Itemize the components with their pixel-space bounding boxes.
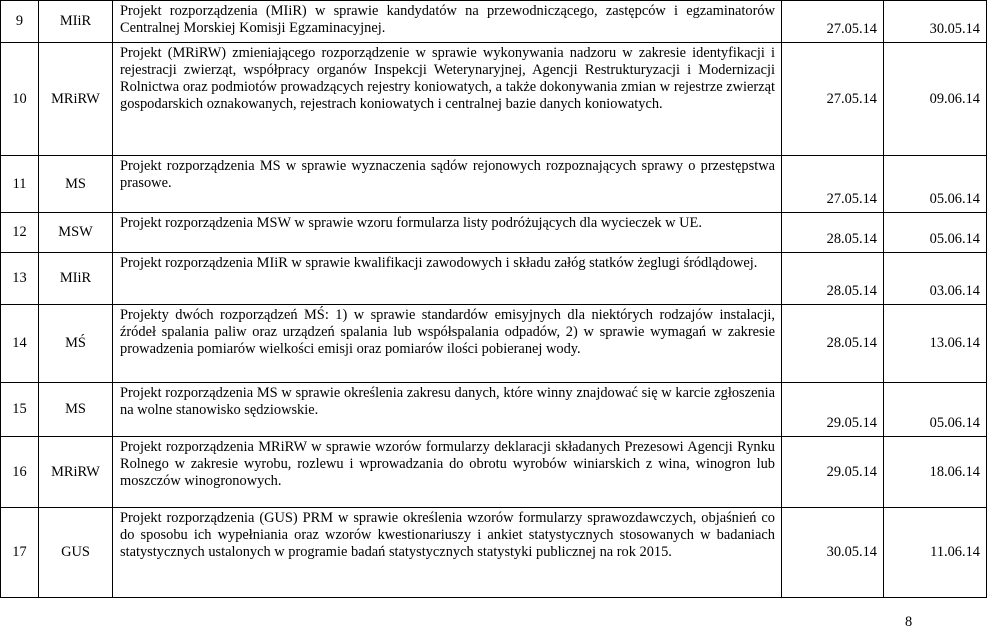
row-date-deadline: 11.06.14: [884, 508, 987, 598]
row-date-deadline: 18.06.14: [884, 437, 987, 508]
row-date-deadline: 03.06.14: [884, 253, 987, 305]
row-institution: MIiR: [39, 1, 113, 43]
table-row: [1, 156, 987, 213]
row-date-received: 28.05.14: [782, 253, 884, 305]
row-date-deadline: 09.06.14: [884, 43, 987, 156]
row-date-deadline: 13.06.14: [884, 305, 987, 383]
table-row: [1, 43, 987, 156]
row-description: Projekty dwóch rozporządzeń MŚ: 1) w sprawie standardów emisyjnych dla niektórych rodzajów instalacji, źródeł spalania paliw oraz urządzeń spalania lub współspalania odpadów, 2) w sprawie wymagań w zakresie prowadzenia pomiarów wielkości emisji oraz pomiarów ilości pobieranej wody.: [113, 305, 782, 383]
row-number: 13: [1, 253, 39, 305]
row-date-received: 30.05.14: [782, 508, 884, 598]
row-description: Projekt rozporządzenia MS w sprawie określenia zakresu danych, które winny znajdować się w karcie zgłoszenia na wolne stanowisko sędziowskie.: [113, 383, 782, 437]
row-institution: GUS: [39, 508, 113, 598]
page-number: 8: [905, 614, 913, 630]
row-date-received: 27.05.14: [782, 156, 884, 213]
table-row: [1, 213, 987, 253]
row-institution: MRiRW: [39, 437, 113, 508]
row-institution: MIiR: [39, 253, 113, 305]
table-row: [1, 383, 987, 437]
row-date-received: 27.05.14: [782, 43, 884, 156]
row-number: 15: [1, 383, 39, 437]
row-institution: MRiRW: [39, 43, 113, 156]
table-row: [1, 305, 987, 383]
table-row: [1, 253, 987, 305]
table-row: [1, 437, 987, 508]
row-date-deadline: 05.06.14: [884, 383, 987, 437]
table-row: [1, 508, 987, 598]
row-date-received: 28.05.14: [782, 305, 884, 383]
row-institution: MS: [39, 156, 113, 213]
row-description: Projekt rozporządzenia (MIiR) w sprawie kandydatów na przewodniczącego, zastępców i egzaminatorów Centralnej Morskiej Komisji Egzaminacyjnej.: [113, 1, 782, 43]
row-description: Projekt rozporządzenia MS w sprawie wyznaczenia sądów rejonowych rozpoznających sprawy o przestępstwa prasowe.: [113, 156, 782, 213]
row-date-received: 27.05.14: [782, 1, 884, 43]
row-description: Projekt rozporządzenia MSW w sprawie wzoru formularza listy podróżujących dla wycieczek w UE.: [113, 213, 782, 253]
table-row: [1, 1, 987, 43]
row-description: Projekt rozporządzenia (GUS) PRM w sprawie określenia wzorów formularzy sprawozdawczych, objaśnień co do sposobu ich wypełniania oraz wzorów kwestionariuszy i ankiet statystycznych stosowanych w badaniach statystycznych ustalonych w programie badań statystycznych statystyki publicznej na rok 2015.: [113, 508, 782, 598]
row-number: 9: [1, 1, 39, 43]
row-date-received: 29.05.14: [782, 383, 884, 437]
row-date-deadline: 30.05.14: [884, 1, 987, 43]
row-number: 12: [1, 213, 39, 253]
row-number: 11: [1, 156, 39, 213]
row-date-deadline: 05.06.14: [884, 156, 987, 213]
row-date-received: 28.05.14: [782, 213, 884, 253]
row-number: 10: [1, 43, 39, 156]
row-description: Projekt (MRiRW) zmieniającego rozporządzenie w sprawie wykonywania nadzoru w zakresie identyfikacji i rejestracji zwierząt, współpracy organów Inspekcji Weterynaryjnej, Agencji Restrukturyzacji i Modernizacji Rolnictwa oraz podmiotów prowadzących rejestry koniowatych, a także dokonywania zmian w rejestrze zwierząt gospodarskich oznakowanych, rejestrach koniowatych i centralnej bazie danych koniowatych.: [113, 43, 782, 156]
row-institution: MS: [39, 383, 113, 437]
row-number: 16: [1, 437, 39, 508]
row-institution: MSW: [39, 213, 113, 253]
row-institution: MŚ: [39, 305, 113, 383]
row-description: Projekt rozporządzenia MRiRW w sprawie wzorów formularzy deklaracji składanych Prezesowi Agencji Rynku Rolnego w zakresie wyrobu, rozlewu i wprowadzania do obrotu wyrobów winiarskich z wina, winogron lub moszczów winogronowych.: [113, 437, 782, 508]
row-description: Projekt rozporządzenia MIiR w sprawie kwalifikacji zawodowych i składu załóg statków żeglugi śródlądowej.: [113, 253, 782, 305]
row-date-deadline: 05.06.14: [884, 213, 987, 253]
row-number: 14: [1, 305, 39, 383]
row-number: 17: [1, 508, 39, 598]
row-date-received: 29.05.14: [782, 437, 884, 508]
